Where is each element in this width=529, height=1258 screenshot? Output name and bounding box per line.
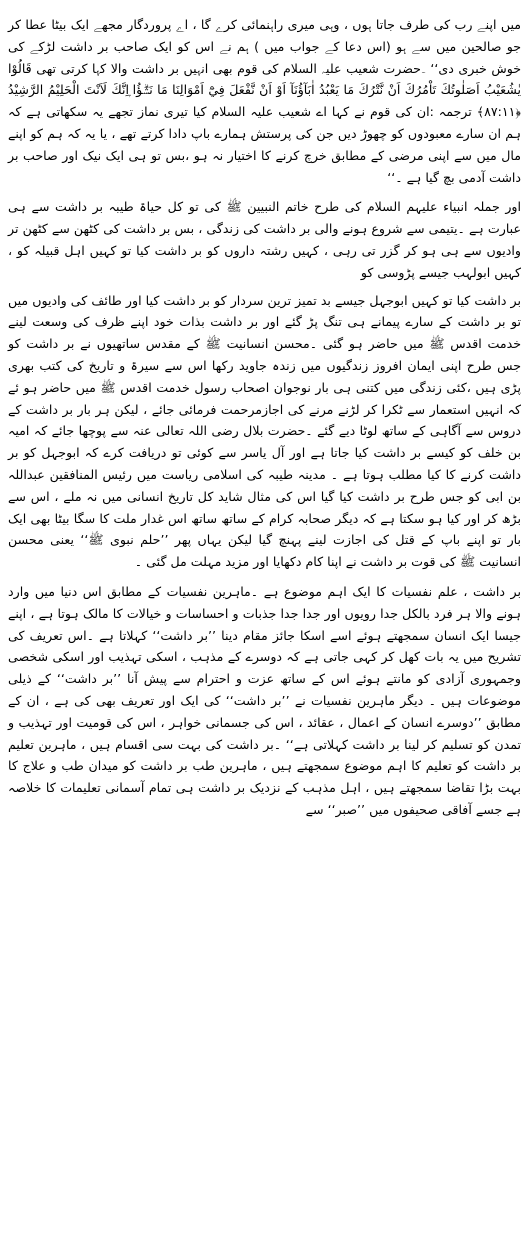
paragraph-companions: بر داشت کیا تو کہیں ابوجہل جیسے بد تمیز ترین سردار کو بر داشت کیا اور طائف کی وادیوں میں تو بر داشت کے سارے پیمانے ہی تنگ پڑ گئے اور بر داشت بذات خود اپنے ظرف کی وسعت لینے خدمت اقدس ﷺ میں حاضر ہو گئی ۔محسن انسانیت ﷺ کے مقدس ساتھیوں نے بر داشت کو جس طرح اپنی ایمان افروز زندگیوں میں زندہ جاوید رکھا اس سے سیرۃ و تاریخ کی کتب بھری پڑی ہیں ،کئی زندگی میں کتنی ہی بار نوجوان اصحاب رسول خدمت اقدس ﷺ میں حاضر ہو ئے کہ انہیں استعمار سے ٹکرا کر لڑنے مرنے کی اجازمرحمت فرمائی جائے ، لیکن ہر بار بر داشت کے دروس سے آگاہی کے ساتھ لوٹا دیے گئے ۔حضرت بلال رضی اللہ تعالی عنہ سے پوچھا جائے کہ امیہ بن خلف کو کیسے بر داشت کیا جاتا ہے اور آل یاسر سے کوئی تو دریافت کرے کہ ابوجہل کو بر داشت کرنے کا کیا مطلب ہوتا ہے ۔ مدینہ طیبہ کی اسلامی ریاست میں رئیس المنافقین عبداللہ بن ابی کو جس طرح بر داشت کیا گیا اس کی مثال شاید کل تاریخ انسانی میں نہ ملے ، اس سے بڑھ کر اور کیا ہو سکتا ہے کہ دیگر صحابہ کرام کے ساتھ ساتھ اس غدار ملت کا سگا بیٹا بھی ایک بار تو اپنے باپ کے قتل کی اجازت لینے پہنچ گیا لیکن یہاں پھر ’’حلم نبوی ﷺ‘‘ یعنی محسن انسانیت ﷺ کی قوت بر داشت نے اپنا کام دکھایا اور مزید مہلت مل گئی ۔	[8, 292, 521, 570]
paragraph-prophet-life: اور جملہ انبیاء علیہم السلام کی طرح خاتم النبیین ﷺ کی تو کل حیاۃ طیبہ بر داشت سے ہی عبارت ہے ۔یتیمی سے شروع ہونے والی بر داشت کی زندگی ، بس بر داشت کی کٹھن سے کٹھن تر وادیوں سے ہی ہو کر گزر تی رہی ، کہیں رشتہ داروں کو بر داشت کیا تو کہیں اہل قبیلہ کو ، کہیں ابولہب جیسے پڑوسی کو	[8, 199, 521, 280]
paragraph-psychology: بر داشت ، علم نفسیات کا ایک اہم موضوع ہے ۔ماہرین نفسیات کے مطابق اس دنیا میں وارد ہونے والا ہر فرد بالکل جدا رویوں اور جدا جدا جذبات و احساسات و خیالات کا مالک ہوتا ہے ، اپنے جیسا ایک انسان سمجھتے ہوئے اسے اسکا جائز مقام دینا ’’بر داشت‘‘ کہلاتا ہے ۔اس تعریف کی تشریح میں یہ بات کھل کر کہی جاتی ہے کہ دوسرے کے مذہب ، اسکی تہذیب اور اسکی شخصی وجمہوری آزادی کو مانتے ہوئے اس کے ساتھ عزت و احترام سے پیش آنا ’’بر داشت‘‘ کے ذیلی موضوعات ہیں ۔ دیگر ماہرین نفسیات نے ’’بر داشت‘‘ کی ایک اور تعریف بھی کی ہے ، ان کے مطابق ’’دوسرے انسان کے اعمال ، عقائد ، اس کی جسمانی خواہر ، اس کی قومیت اور تہذیب و تمدن کو تسلیم کر لینا بر داشت کہلاتی ہے‘‘ ۔بر داشت کی بہت سی اقسام ہیں ، ماہرین تعلیم بر داشت کو تعلیم کا اہم موضوع سمجھتے ہیں ، ماہرین طب بر داشت کو میدان طب و علاج کا بہت بڑا تقاضا سمجھتے ہیں ، اہل مذہب کے نزدیک بر داشت ہی تمام آسمانی تعلیمات کا خلاصہ ہے جسے آفاقی صحیفوں میں ’’صبر‘‘ سے	[8, 583, 521, 817]
paragraph-prophets-forbearance: میں اپنے رب کی طرف جاتا ہوں ، وہی میری راہنمائی کرے گا ، اے پروردگار مجھے ایک بیٹا عطا کر جو صالحین میں سے ہو (اس دعا کے جواب میں ) ہم نے اس کو ایک صاحب بر داشت لڑکے کی خوش خبری دی‘‘ ۔حضرت شعیب علیہ السلام کی قوم بھی انہیں بر داشت والا کہا کرتی تھی قَالُوْا يٰشُعَيْبُ اَصَلٰوتُكَ تَاْمُرُكَ اَنْ نَّتْرُكَ مَا يَعْبُدُ اٰبَآؤُنَآ اَوْ اَنْ نَّفْعَلَ فِيْٓ اَمْوَالِنَا مَا نَشٰۗؤُا ۭاِنَّكَ لَاَنْتَ الْحَلِيْمُ الرَّشِيْدُ ﴿۸۷:۱۱﴾ ترجمہ :ان کی قوم نے کہا اے شعیب علیہ السلام کیا تیری نماز تجھے یہ سکھاتی ہے کہ ہم ان سارے معبودوں کو چھوڑ دیں جن کی پرستش ہمارے باپ دادا کرتے تھے ، یا یہ کہ ہم کو اپنے مال میں سے اپنی مرضی کے مطابق خرچ کرنے کا اختیار نہ ہو ،بس تو ہی ایک نیک اور صاحب بر داشت آدمی بچ گیا ہے ۔‘‘	[8, 17, 521, 185]
